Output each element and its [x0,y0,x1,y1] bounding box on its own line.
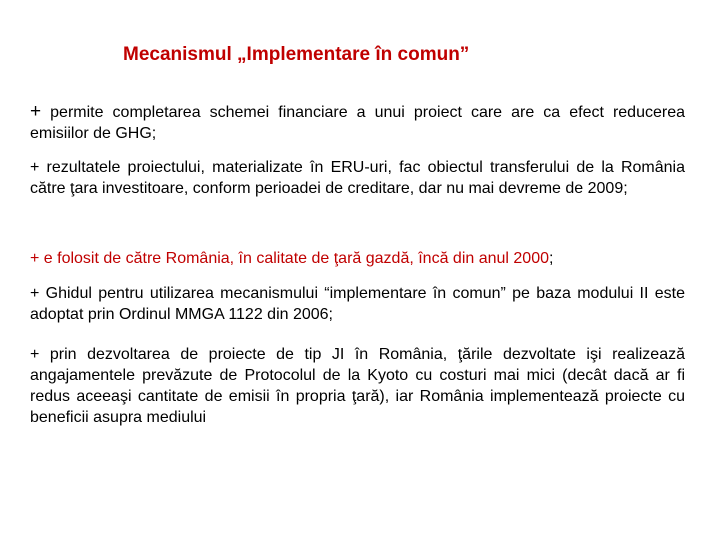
bullet-paragraph-3-highlight: + e folosit de către România, în calitate de ţară gazdă, încă din anul 2000 [30,250,549,267]
slide-title: Mecanismul „Implementare în comun” [123,44,470,65]
bullet-paragraph-2: + rezultatele proiectului, materializate în ERU-uri, fac obiectul transferului de la România către ţara investitoare, conform perioadei de creditare, dar nu mai devreme de 2009; [30,159,685,197]
bullet-paragraph-1 [30,101,685,144]
bullet-plus-marker: + [30,101,42,122]
bullet-paragraph-4: + Ghidul pentru utilizarea mecanismului “implementare în comun” pe baza modului II este adoptat prin Ordinul MMGA 1122 din 2006; [30,285,685,323]
bullet-paragraph-5: + prin dezvoltarea de proiecte de tip JI în România, ţările dezvoltate işi realizează angajamentele prevăzute de Protocolul de la Kyoto cu costuri mai mici (decât dacă ar fi redus aceeaşi cantitate de emisii în propria ţară), iar România implementează proiecte cu beneficii asupra mediului [30,346,685,426]
bullet-paragraph-3-suffix: ; [549,250,554,267]
bullet-paragraph-3 [30,248,685,269]
bullet-paragraph-1-text: permite completarea schemei financiare a unui proiect care are ca efect reducerea emisiilor de GHG; [30,104,685,142]
